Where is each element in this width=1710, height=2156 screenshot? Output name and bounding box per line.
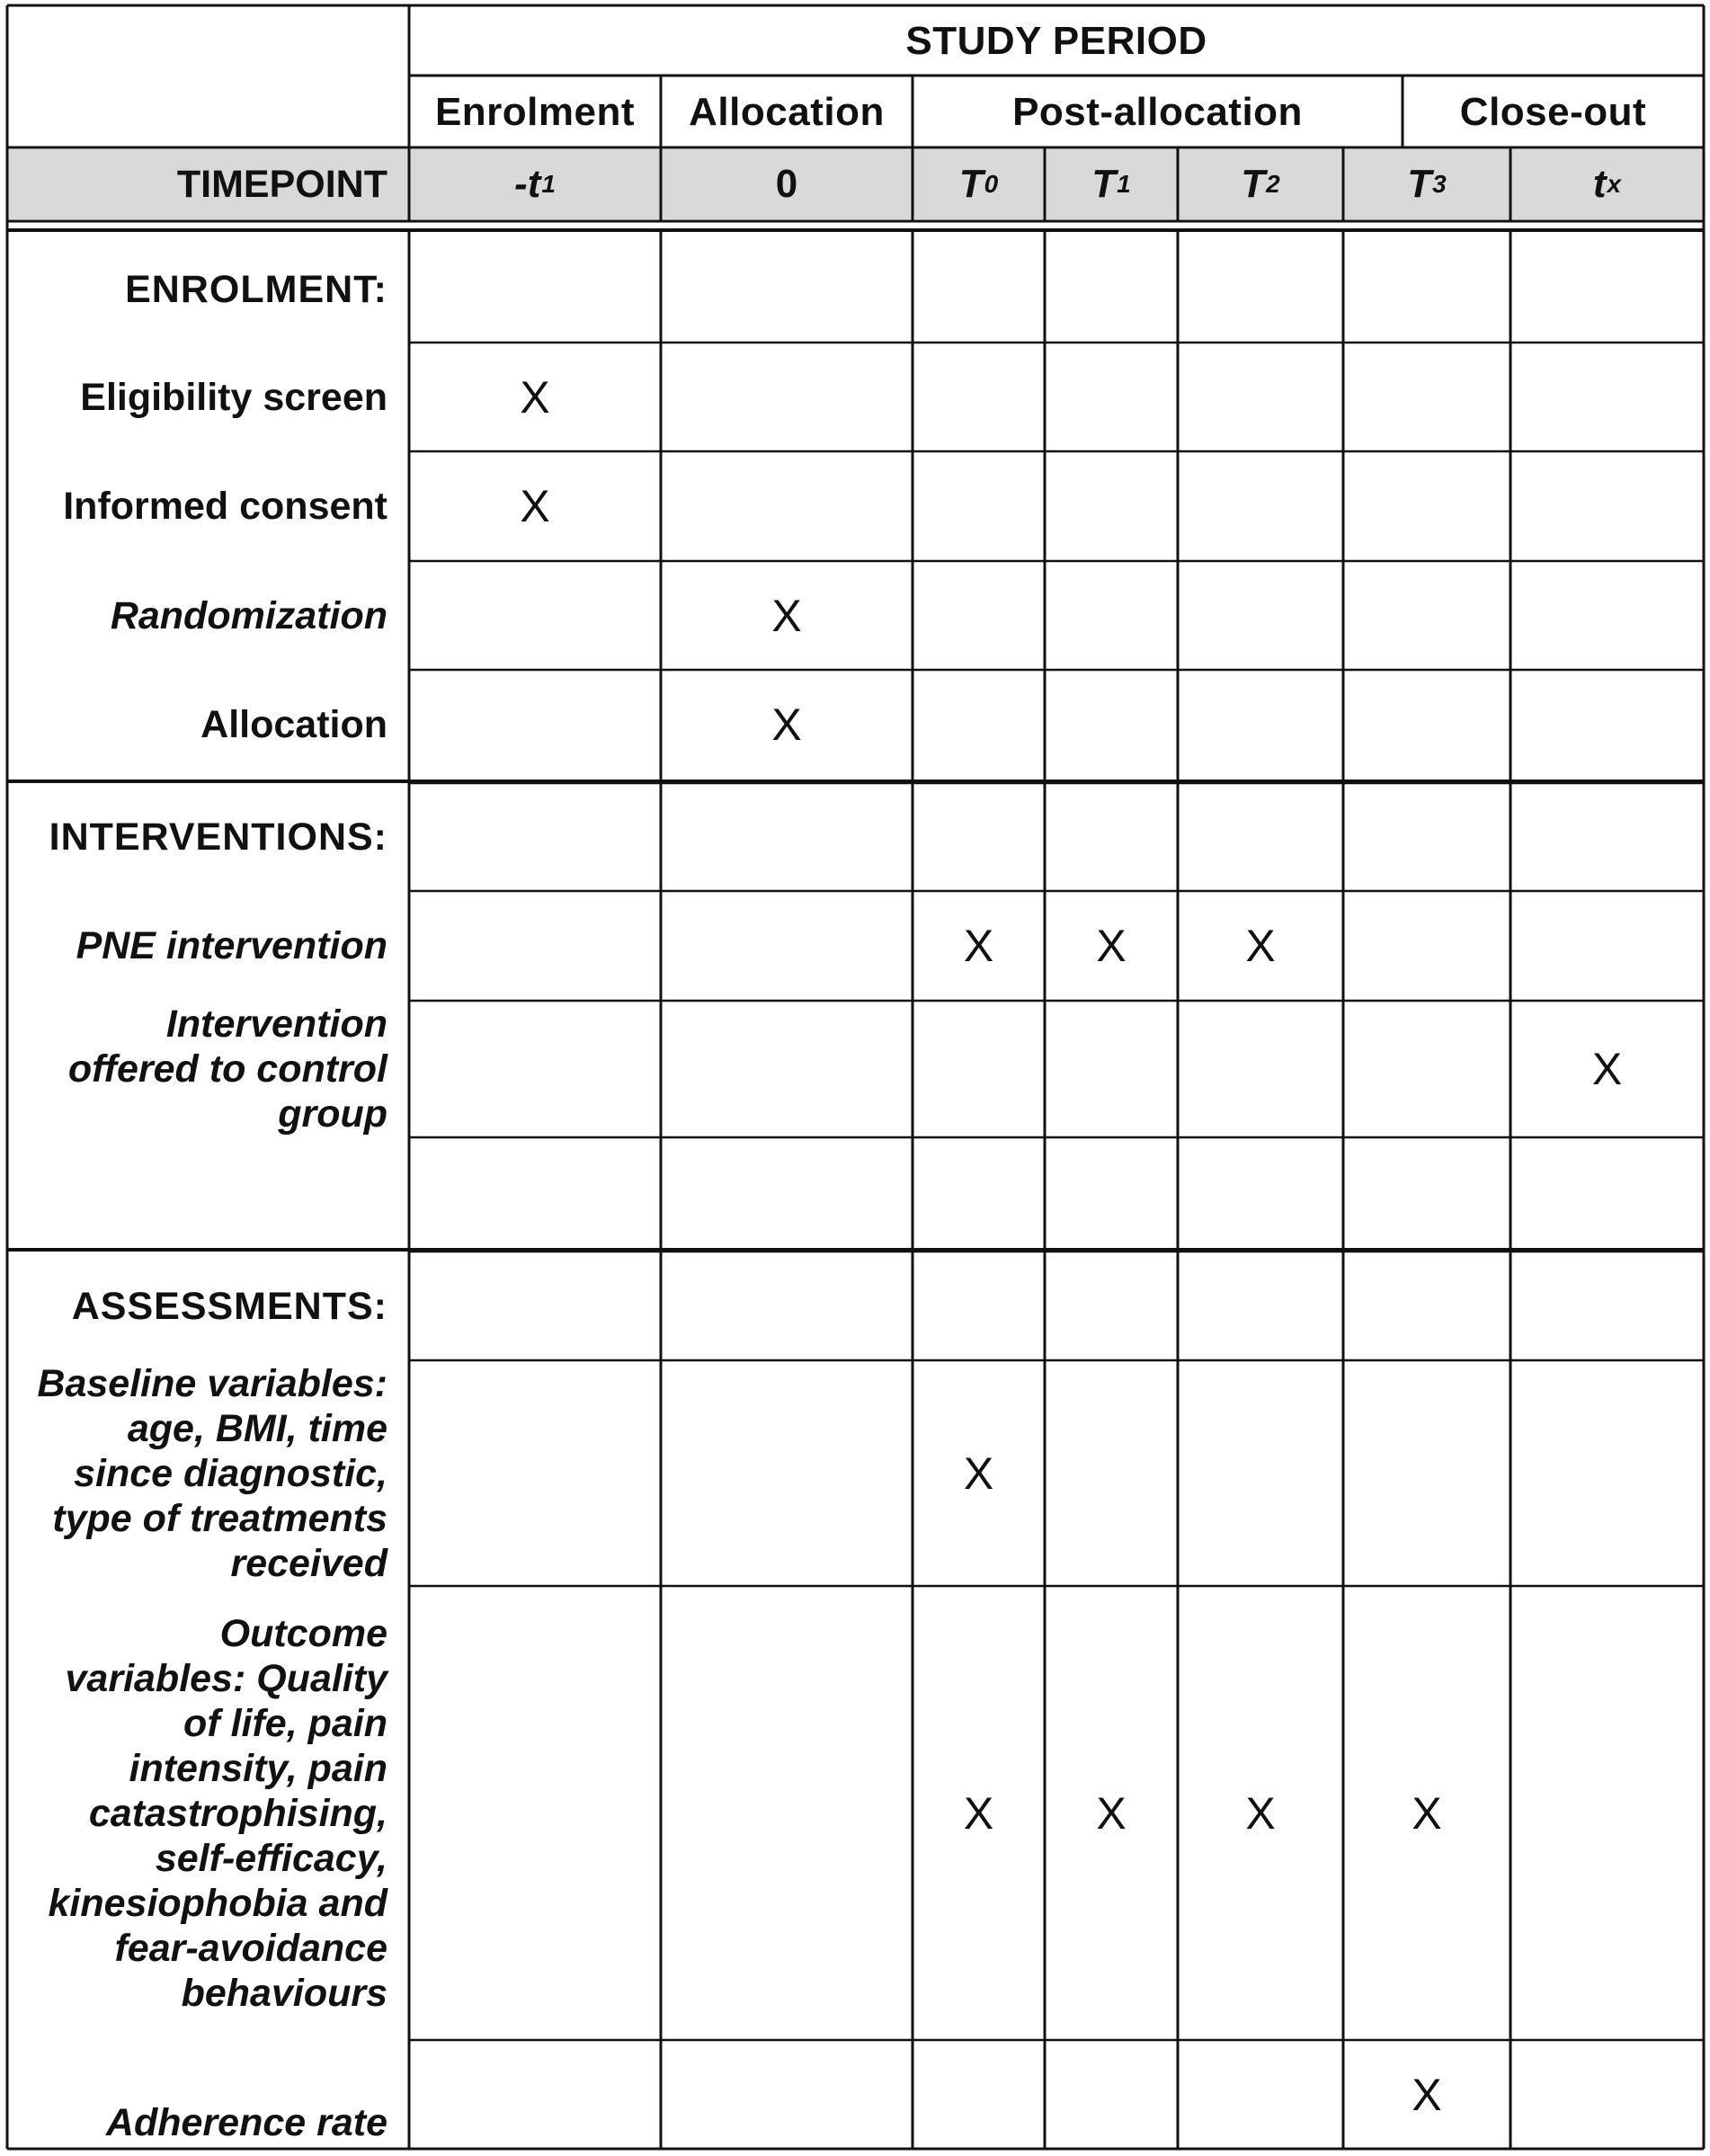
timepoint-symbol: 0 — [775, 162, 798, 206]
schedule-mark: X — [1245, 1787, 1276, 1839]
study-period-heading: STUDY PERIOD — [905, 19, 1207, 63]
phase-enrolment: Enrolment — [434, 90, 636, 134]
interventions-row-label — [7, 1137, 409, 1248]
timepoint-subscript: 2 — [1266, 170, 1280, 198]
timepoint-symbol: T — [1241, 162, 1266, 206]
timepoint-symbol: T — [958, 162, 984, 206]
schedule-mark: X — [1096, 921, 1127, 971]
timepoint-subscript: 1 — [1117, 170, 1131, 198]
timepoint-subscript: 3 — [1432, 170, 1447, 198]
timepoint-1 — [661, 149, 913, 219]
interventions-row-label: PNE intervention — [76, 924, 387, 967]
timepoint-3 — [1045, 149, 1178, 219]
schedule-mark: X — [963, 1787, 994, 1839]
schedule-mark: X — [1412, 2069, 1442, 2120]
schedule-mark: X — [520, 371, 550, 423]
timepoint-0 — [409, 149, 661, 219]
schedule-mark: X — [771, 590, 802, 641]
enrolment-row-label: Informed consent — [63, 485, 387, 528]
section-title-interventions: INTERVENTIONS: — [49, 815, 387, 859]
schedule-mark: X — [520, 481, 550, 531]
timepoint-subscript: 0 — [984, 170, 999, 198]
schedule-mark: X — [1096, 1787, 1127, 1839]
enrolment-row-label: Eligibility screen — [80, 375, 387, 419]
section-title-assessments: ASSESSMENTS: — [71, 1284, 387, 1328]
assessments-row-label: Adherence rate — [105, 2101, 387, 2144]
timepoint-4 — [1178, 149, 1343, 219]
section-title-enrolment: ENROLMENT: — [125, 267, 387, 311]
timepoint-subscript: x — [1607, 170, 1622, 198]
timepoint-2 — [913, 149, 1045, 219]
timepoint-subscript: 1 — [541, 170, 556, 198]
schedule-mark: X — [1245, 921, 1276, 971]
schedule-mark: X — [771, 699, 802, 750]
interventions-row-label: Intervention offered to control group — [67, 1002, 387, 1136]
assessments-row-label: Outcome variables: Quality of life, pain intensity, pain catastrophising, self-efficacy, kinesiophobia and fear-avoidance behaviours — [48, 1611, 387, 2015]
schedule-mark: X — [1591, 1044, 1623, 1094]
schedule-mark: X — [1412, 1787, 1442, 1839]
phase-allocation: Allocation — [689, 90, 885, 134]
timepoint-label: TIMEPOINT — [176, 163, 387, 206]
schedule-mark: X — [963, 921, 994, 971]
assessments-row-label: Baseline variables: age, BMI, time since diagnostic, type of treatments received — [37, 1361, 387, 1585]
timepoint-6 — [1510, 149, 1704, 219]
enrolment-row-label: Randomization — [110, 593, 387, 637]
timepoint-symbol: T — [1407, 162, 1432, 206]
enrolment-row-label: Allocation — [200, 703, 387, 746]
phase-post-allocation: Post-allocation — [1012, 90, 1303, 134]
phase-close-out: Close-out — [1459, 90, 1647, 134]
timepoint-symbol: -t — [514, 162, 541, 206]
timepoint-5 — [1343, 149, 1510, 219]
timepoint-symbol: t — [1592, 162, 1607, 206]
timepoint-symbol: T — [1091, 162, 1117, 206]
schedule-mark: X — [963, 1448, 994, 1499]
